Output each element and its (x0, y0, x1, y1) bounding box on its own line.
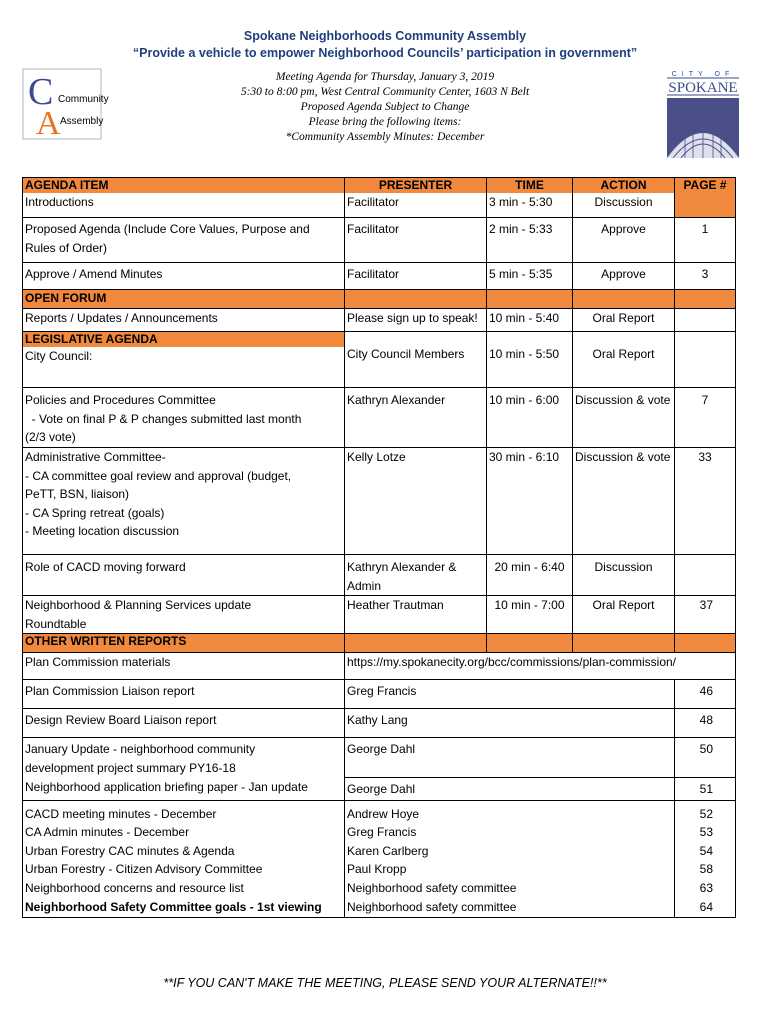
table-row (23, 800, 736, 917)
item-cell: Design Review Board Liaison report (23, 709, 345, 738)
item-line: Policies and Procedures Committee (25, 393, 216, 407)
presenter-line: Kathryn Alexander & (347, 560, 457, 574)
page-cell: 50 (675, 738, 736, 778)
item-cell (23, 448, 345, 555)
item-line: - Meeting location discussion (25, 524, 180, 539)
plan-commission-link[interactable]: https://my.spokanecity.org/bcc/commissions/plan-commission/ (345, 653, 736, 680)
item-line: Proposed Agenda (Include Core Values, Purpose and (25, 222, 310, 236)
table-row (23, 680, 736, 709)
item-cell: Neighborhood application briefing paper - Jan update (23, 778, 345, 801)
time-cell: 10 min - 6:00 (487, 388, 573, 448)
table-row (23, 778, 736, 801)
page-line: 53 (699, 825, 713, 840)
column-header-time: TIME (487, 178, 573, 194)
presenter-line: Greg Francis (347, 825, 417, 840)
item-cell (23, 218, 345, 263)
table-header-row (23, 178, 736, 194)
page-cell (675, 555, 736, 596)
svg-text:SPOKANE: SPOKANE (668, 80, 738, 96)
item-cell: City Council: (23, 347, 345, 388)
page-cell: 37 (675, 596, 736, 615)
item-line: - Vote on final P & P changes submitted last month (25, 411, 302, 426)
table-row (23, 218, 736, 263)
agenda-table (22, 177, 736, 918)
community-assembly-logo (22, 68, 109, 142)
page-cell (675, 800, 736, 917)
presenter-cell: Facilitator (345, 218, 487, 263)
table-row (23, 653, 736, 680)
item-cell: Roundtable (23, 615, 345, 634)
action-cell: Approve (573, 263, 675, 290)
action-cell: Discussion (573, 193, 675, 218)
table-row (23, 615, 736, 634)
time-cell: 10 min - 5:50 (487, 332, 573, 388)
presenter-cell: Heather Trautman (345, 596, 487, 615)
organization-title: Spokane Neighborhoods Community Assembly (243, 29, 527, 43)
action-cell: Discussion & vote (573, 448, 675, 555)
time-cell: 10 min - 7:00 (487, 596, 573, 615)
meta-line: 5:30 to 8:00 pm, West Central Community Center, 1603 N Belt (240, 86, 530, 98)
table-row (23, 738, 736, 778)
svg-text:Community: Community (58, 94, 109, 105)
presenter-line: Neighborhood safety committee (347, 880, 517, 895)
table-row (23, 263, 736, 290)
item-cell: Approve / Amend Minutes (23, 263, 345, 290)
presenter-cell: Greg Francis (345, 680, 675, 709)
section-title: OTHER WRITTEN REPORTS (23, 634, 345, 653)
section-title: OPEN FORUM (23, 290, 345, 309)
presenter-cell (345, 555, 487, 596)
item-line: development project summary PY16-18 (25, 760, 236, 775)
page-cell (675, 332, 736, 388)
presenter-line: Paul Kropp (347, 862, 407, 877)
time-cell: 3 min - 5:30 (487, 193, 573, 218)
action-cell: Oral Report (573, 596, 675, 615)
presenter-line: Admin (347, 578, 382, 593)
city-of-spokane-logo (663, 68, 743, 160)
column-header-presenter: PRESENTER (345, 178, 487, 194)
page-line: 58 (699, 862, 713, 877)
meta-line: *Community Assembly Minutes: December (285, 131, 485, 143)
time-cell: 10 min - 5:40 (487, 309, 573, 332)
time-cell: 20 min - 6:40 (487, 555, 573, 596)
organization-motto: “Provide a vehicle to empower Neighborhood Councils’ participation in government” (132, 46, 638, 60)
page-line: 63 (699, 880, 713, 895)
item-cell: Introductions (23, 193, 345, 218)
action-cell: Discussion & vote (573, 388, 675, 448)
table-row (23, 596, 736, 615)
meeting-meta (0, 70, 770, 145)
item-line: PeTT, BSN, liaison) (25, 487, 130, 502)
page-cell: 3 (675, 263, 736, 290)
presenter-cell: Please sign up to speak! (345, 309, 487, 332)
action-cell: Oral Report (573, 309, 675, 332)
meta-line: Proposed Agenda Subject to Change (300, 101, 470, 113)
presenter-line: Karen Carlberg (347, 843, 429, 858)
page-cell: 33 (675, 448, 736, 555)
item-line: CACD meeting minutes - December (25, 806, 217, 821)
presenter-cell: George Dahl (345, 778, 675, 801)
presenter-cell: Facilitator (345, 193, 487, 218)
item-cell (23, 388, 345, 448)
page-line: 52 (699, 806, 713, 821)
section-row-other-reports (23, 634, 736, 653)
item-cell: Reports / Updates / Announcements (23, 309, 345, 332)
column-header-page: PAGE # (675, 178, 736, 218)
item-line: Administrative Committee- (25, 450, 166, 464)
item-line: (2/3 vote) (25, 430, 76, 445)
item-line: Neighborhood concerns and resource list (25, 880, 244, 895)
action-cell: Oral Report (573, 332, 675, 388)
section-row-open-forum (23, 290, 736, 309)
item-cell (23, 800, 345, 917)
item-line: - CA Spring retreat (goals) (25, 505, 165, 520)
item-line: Rules of Order) (25, 240, 108, 255)
column-header-item: AGENDA ITEM (23, 178, 345, 194)
table-row (23, 388, 736, 448)
item-cell: Plan Commission materials (23, 653, 345, 680)
page-cell (675, 309, 736, 332)
presenter-line: Neighborhood safety committee (347, 899, 517, 914)
section-title: LEGISLATIVE AGENDA (23, 332, 345, 348)
table-row (23, 448, 736, 555)
presenter-line: Andrew Hoye (347, 806, 420, 821)
meta-line: Meeting Agenda for Thursday, January 3, 2019 (275, 71, 495, 83)
footer-note: **IF YOU CAN'T MAKE THE MEETING, PLEASE SEND YOUR ALTERNATE!!** (163, 976, 607, 990)
page-cell: 51 (675, 778, 736, 801)
item-line: Urban Forestry CAC minutes & Agenda (25, 843, 235, 858)
action-cell: Approve (573, 218, 675, 263)
item-cell (23, 738, 345, 778)
item-line: Urban Forestry - Citizen Advisory Committee (25, 862, 263, 877)
presenter-cell: City Council Members (345, 332, 487, 388)
item-cell: Plan Commission Liaison report (23, 680, 345, 709)
svg-text:C: C (28, 71, 54, 113)
svg-text:CITY OF: CITY OF (671, 71, 735, 78)
svg-text:A: A (36, 105, 61, 142)
page-cell: 1 (675, 218, 736, 263)
page-line: 64 (699, 899, 713, 914)
page-cell: 48 (675, 709, 736, 738)
page-cell: 46 (675, 680, 736, 709)
svg-text:Assembly: Assembly (60, 116, 104, 127)
presenter-cell: George Dahl (345, 738, 675, 778)
section-row-legislative (23, 332, 736, 348)
item-line: Neighborhood Safety Committee goals - 1st viewing (25, 899, 322, 914)
presenter-cell: Facilitator (345, 263, 487, 290)
page-line: 54 (699, 843, 713, 858)
time-cell: 30 min - 6:10 (487, 448, 573, 555)
presenter-cell (345, 800, 675, 917)
column-header-action: ACTION (573, 178, 675, 194)
table-row (23, 193, 736, 218)
table-row (23, 309, 736, 332)
action-cell: Discussion (573, 555, 675, 596)
item-cell: Role of CACD moving forward (23, 555, 345, 596)
presenter-cell: Kathryn Alexander (345, 388, 487, 448)
presenter-cell: Kathy Lang (345, 709, 675, 738)
table-row (23, 709, 736, 738)
presenter-cell: Kelly Lotze (345, 448, 487, 555)
table-row (23, 555, 736, 596)
item-line: CA Admin minutes - December (25, 825, 190, 840)
time-cell: 2 min - 5:33 (487, 218, 573, 263)
page-cell: 7 (675, 388, 736, 448)
item-line: - CA committee goal review and approval (budget, (25, 468, 292, 483)
time-cell: 5 min - 5:35 (487, 263, 573, 290)
item-cell: Neighborhood & Planning Services update (23, 596, 345, 615)
meta-line: Please bring the following items: (308, 116, 462, 128)
item-line: January Update - neighborhood community (25, 742, 256, 757)
